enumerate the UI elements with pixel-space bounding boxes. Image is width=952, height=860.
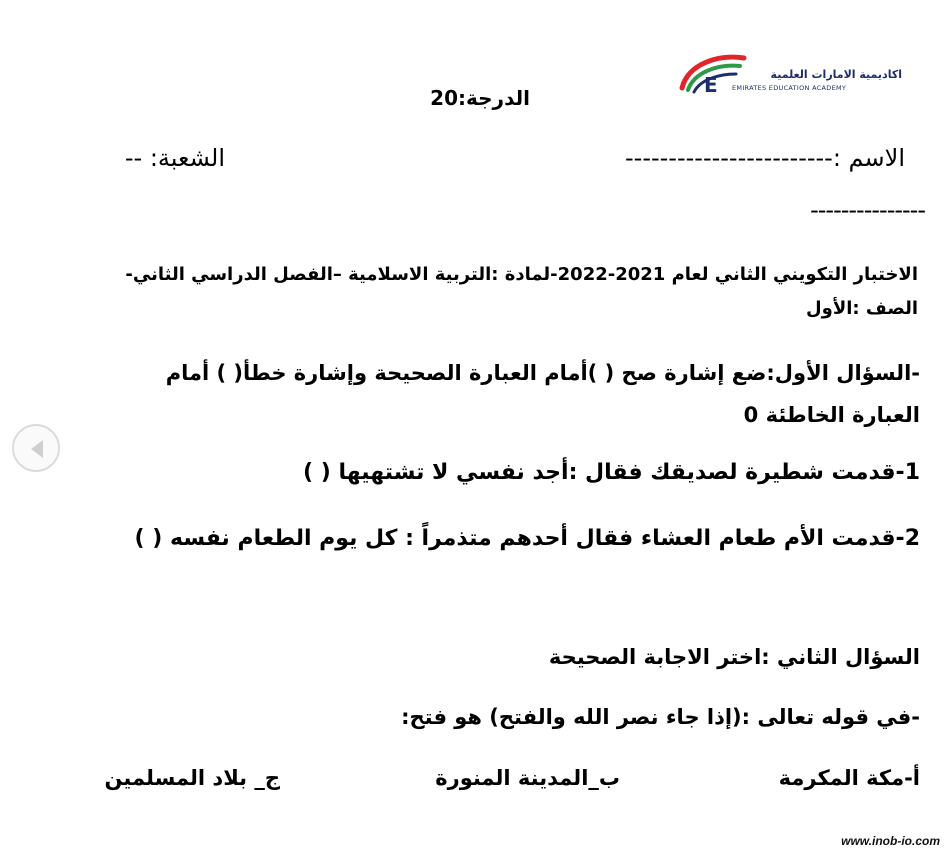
question-2-verse: -في قوله تعالى :(إذا جاء نصر الله والفتح) هو فتح: — [401, 705, 920, 729]
watermark: www.inob-io.com — [841, 834, 940, 848]
logo-arabic-text: اكاديمية الامارات العلمية — [770, 68, 902, 81]
svg-text:E: E — [704, 73, 718, 97]
chevron-left-icon — [27, 438, 47, 460]
question-1-statement-1: 1-قدمت شطيرة لصديقك فقال :أجد نفسي لا تشتهيها ( ) — [303, 460, 920, 485]
option-b: ب_المدينة المنورة — [435, 766, 620, 790]
logo-english-text: EMIRATES EDUCATION ACADEMY — [732, 84, 847, 92]
exam-title: الاختبار التكويني الثاني لعام 2021-2022-لمادة :التربية الاسلامية –الفصل الدراسي الثاني-الصف :الأول — [125, 264, 918, 319]
dash-line: --------------- — [810, 196, 925, 224]
option-c: ج_ بلاد المسلمين — [104, 766, 280, 790]
section-field-label: الشعبة: -- — [124, 144, 225, 172]
question-1-statement-2: 2-قدمت الأم طعام العشاء فقال أحدهم متذمراً : كل يوم الطعام نفسه ( ) — [134, 526, 920, 551]
name-field-label: الاسم :------------------------ — [625, 144, 905, 172]
question-2-prompt: السؤال الثاني :اختر الاجابة الصحيحة — [548, 645, 920, 669]
question-1-prompt: -السؤال الأول:ضع إشارة صح ( )أمام العبارة الصحيحة وإشارة خطأ( ) أمام العبارة الخاطئة 0 — [165, 361, 920, 427]
grade-label: الدرجة:20 — [430, 86, 530, 110]
option-a: أ-مكة المكرمة — [778, 766, 920, 790]
prev-page-button[interactable] — [12, 424, 60, 472]
